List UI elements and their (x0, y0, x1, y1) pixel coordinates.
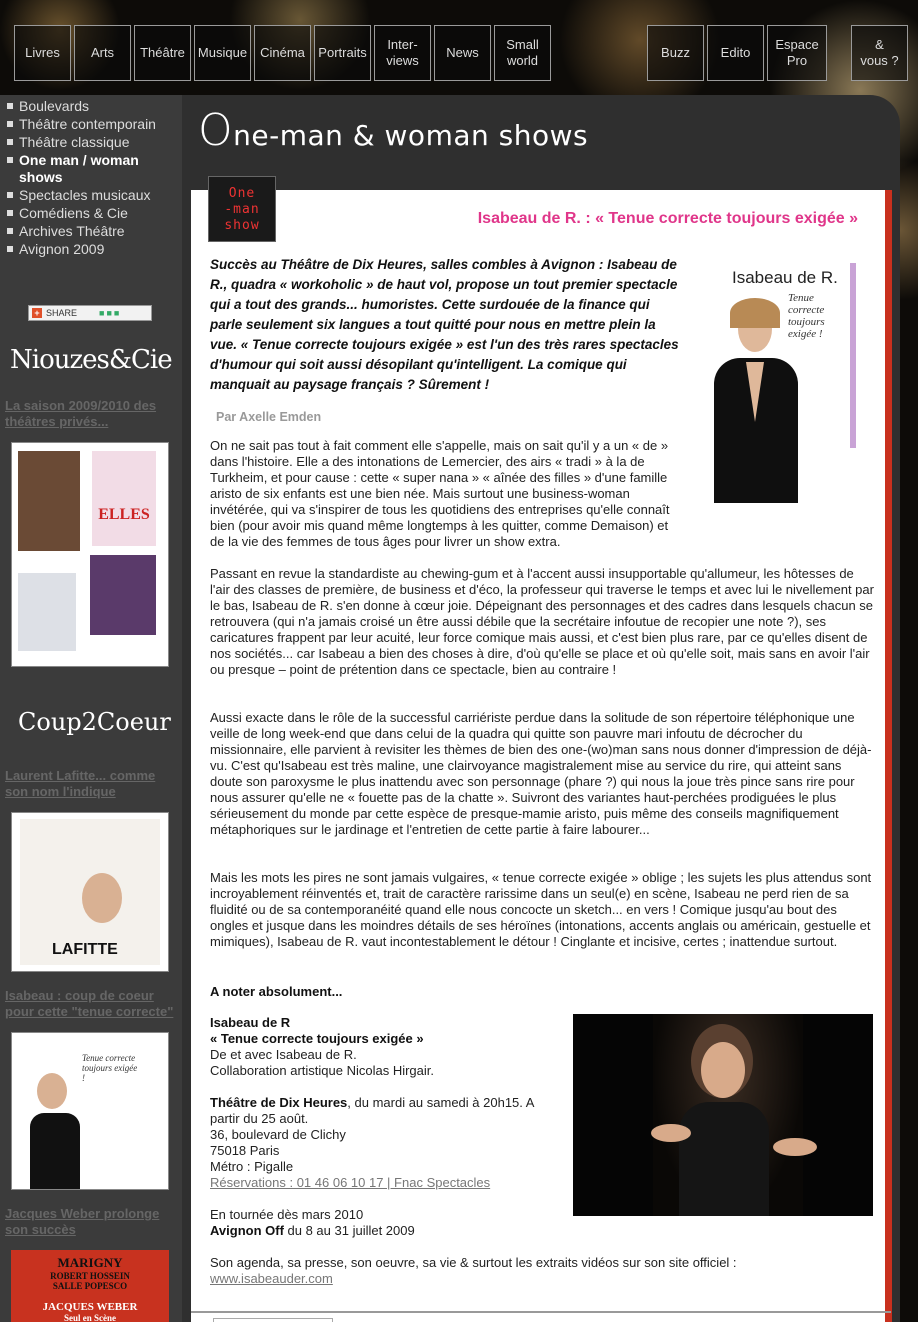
info-address: 36, boulevard de Clichy (210, 1127, 346, 1142)
info-tour: En tournée dès mars 2010 (210, 1207, 364, 1222)
nav-small-world[interactable]: Small world (494, 25, 551, 81)
performance-photo (573, 1014, 873, 1216)
article-paragraph-4: Mais les mots les pires ne sont jamais vulgaires, « tenue correcte exigée » oblige ; les sujets les plus attendus sont incroyablement réinventés et, trait de caractère rarissime dans un seul(e) en scène, Isabeau ne perd rien de sa fluidité ou de sa contemporanéité quand elle nous concocte un sketch... en vers ! Comique jusqu'au bout des ongles et jusque dans les moindres détails de ses héroïnes (intonations, accents anglais ou américain, gestuelle et mimiques), Isabeau de R. vaut incontestablement le détour ! Cinglante et incisive, certes ; inattendue surtout. (210, 870, 872, 949)
bullet-icon (7, 246, 13, 252)
info-agenda: Son agenda, sa presse, son oeuvre, sa vie & surtout les extraits vidéos sur son site officiel : (210, 1255, 737, 1270)
poster-subtitle: Tenue correcte toujours exigée ! (788, 292, 825, 340)
sidebar-item-spectacles-musicaux[interactable]: Spectacles musicaux (7, 187, 177, 204)
nav-et-vous[interactable]: & vous ? (851, 25, 908, 81)
poster-image (90, 555, 156, 635)
social-icons: ■■■ (99, 308, 122, 318)
info-collab: Collaboration artistique Nicolas Hirgair. (210, 1063, 434, 1078)
hand-image (651, 1124, 691, 1142)
bullet-icon (7, 157, 13, 163)
sidebar-item-one-man-shows[interactable]: One man / woman shows (7, 152, 177, 186)
page-title: One-man & woman shows (198, 105, 589, 156)
info-avignon-dates: du 8 au 31 juillet 2009 (283, 1223, 415, 1238)
show-poster (700, 258, 860, 503)
sidebar-item-avignon[interactable]: Avignon 2009 (7, 241, 177, 258)
nav-interviews[interactable]: Inter- views (374, 25, 431, 81)
lafitte-poster-title: LAFITTE (52, 941, 118, 958)
hand-image (773, 1138, 817, 1156)
nav-livres[interactable]: Livres (14, 25, 71, 81)
thumb-isabeau[interactable] (11, 1032, 169, 1190)
article-title: Isabeau de R. : « Tenue correcte toujours exigée » (477, 210, 858, 227)
sidebar-item-comediens[interactable]: Comédiens & Cie (7, 205, 177, 222)
reservations-link[interactable]: Réservations : 01 46 06 10 17 | Fnac Spectacles (210, 1175, 491, 1190)
sidebar-link-isabeau[interactable]: Isabeau : coup de coeur pour cette "tenue correcte" (5, 988, 174, 1019)
info-with: De et avec Isabeau de R. (210, 1047, 357, 1062)
bullet-icon (7, 192, 13, 198)
dress-image (30, 1113, 80, 1189)
elles-poster: ELLES (92, 451, 156, 546)
nav-buzz[interactable]: Buzz (647, 25, 704, 81)
article-paragraph-2: Passant en revue la standardiste au chewing-gum et à l'accent aussi insupportable qu'allumeur, les hôtesses de l'air des classes de première, de business et d'éco, la professeur qui traverse le temps et avec lui le nivellement par le bas, Isabeau de R. s'en donne à cœur joie. Dépeignant des personnages et des cadres dans lesquels chacun se retrouvera (qui n'a jamais croisé un être aussi débile que la secrétaire infoutue de recopier une note ?), ses caricatures frappent par leur acuité, leur force comique mais aussi, et c'est bien plus rare, par ce qu'elles disent de nos sociétés... car Isabeau a bien des choses à dire, d'où qu'elle se place et où qu'elle soit, mais sans en avoir l'air ou presque – point de prétention dans ce spectacle, bien au contraire ! (210, 566, 874, 677)
show-info (210, 1015, 737, 1287)
website-link[interactable]: www.isabeauder.com (210, 1271, 333, 1286)
info-avignon: Avignon Off (210, 1223, 284, 1238)
footer-divider (191, 1311, 891, 1313)
sidebar-menu (7, 98, 177, 259)
hair-image (730, 298, 780, 328)
nav-edito[interactable]: Edito (707, 25, 764, 81)
sidebar-link-weber[interactable]: Jacques Weber prolonge son succès (5, 1206, 160, 1237)
coup2coeur-logo[interactable]: Coup2Coeur (18, 708, 171, 736)
face-image (37, 1073, 67, 1109)
share-button[interactable]: + SHARE ■■■ (28, 305, 152, 321)
note-heading: A noter absolument... (210, 984, 343, 999)
sidebar-item-archives[interactable]: Archives Théâtre (7, 223, 177, 240)
bullet-icon (7, 210, 13, 216)
nav-theatre[interactable]: Théâtre (134, 25, 191, 81)
poster-stripe (850, 263, 856, 448)
info-theatre: Théâtre de Dix Heures (210, 1095, 348, 1110)
face-image (82, 873, 122, 923)
article-byline: Par Axelle Emden (216, 410, 322, 424)
thumb-lafitte[interactable] (11, 812, 169, 972)
sidebar-item-boulevards[interactable]: Boulevards (7, 98, 177, 115)
nav-arts[interactable]: Arts (74, 25, 131, 81)
dress-image (679, 1102, 769, 1216)
bullet-icon (7, 121, 13, 127)
footer-tab (213, 1318, 333, 1322)
thumb-isabeau-title: Tenue correcte toujours exigée ! (82, 1053, 138, 1083)
face-image (701, 1042, 745, 1098)
bullet-icon (7, 139, 13, 145)
poster-name: Isabeau de R. (732, 268, 838, 287)
bullet-icon (7, 228, 13, 234)
article-intro: Succès au Théâtre de Dix Heures, salles combles à Avignon : Isabeau de R., quadra « workoholic » de haut vol, propose un tout premier spectacle qui a tout des grands... humoristes. Cette surdouée de la finance qui parle seulement six langues a tout quitté pour nous en mettre plein la vue. « Tenue correcte toujours exigée » est l'un des très rares spectacles d'humour qui soit aussi désopilant qu'intelligent. La comique qui manquait au paysage français ? Sûrement ! (210, 257, 679, 392)
nav-cinema[interactable]: Cinéma (254, 25, 311, 81)
portrait-image (18, 451, 80, 551)
info-metro: Métro : Pigalle (210, 1159, 294, 1174)
thumb-marigny[interactable]: MARIGNY ROBERT HOSSEIN SALLE POPESCO JACQUES WEBER Seul en Scène (11, 1250, 169, 1322)
info-city: 75018 Paris (210, 1143, 280, 1158)
nav-portraits[interactable]: Portraits (314, 25, 371, 81)
sidebar-item-theatre-classique[interactable]: Théâtre classique (7, 134, 177, 151)
article-paragraph-1a: On ne sait pas tout à fait comment elle s'appelle, mais on sait qu'il y a un « de » dans l'histoire. Elle a des intonations de Lemercier, des airs « tradi » à la de Turkheim, et pour cause : cette « super nana » « aînée des filles » d'une famille aristo de six enfants est une bien née. Mais surtout une business-woman invétérée, qui va s'inspirer de tous les quotidiens des entreprises qu'elle connaît bien (pour avoir mis quand même longtemps à les quitter, comme Demaison) et de la vie des femmes de tous âges pour livrer un show extra. (210, 438, 670, 549)
red-border (885, 190, 892, 1322)
poster-image (18, 573, 76, 651)
info-dates: , du mardi au samedi à 20h15. A partir du 25 août. (210, 1095, 534, 1126)
bullet-icon (7, 103, 13, 109)
nav-espace-pro[interactable]: Espace Pro (767, 25, 827, 81)
nav-news[interactable]: News (434, 25, 491, 81)
sidebar-item-theatre-contemporain[interactable]: Théâtre contemporain (7, 116, 177, 133)
niouzes-logo[interactable]: Niouzes&Cie (10, 345, 172, 375)
plus-icon: + (32, 308, 42, 318)
nav-musique[interactable]: Musique (194, 25, 251, 81)
article-paragraph-3: Aussi exacte dans le rôle de la successful carriériste perdue dans la solitude de son répertoire téléphonique une veille de long week-end que dans celui de la quadra qui quitte son pauvre mari infoutu de décrocher du missionnaire, elle parvient à revisiter les thèmes de bien des one-(wo)man sans nous donner d'impression de déjà-vu. C'est qu'Isabeau est très maline, une clairvoyance magistralement mise au service du rire, qui atteint sans doute son paroxysme le plus inattendu avec son personnage (phare ?) qui nous la joue très pince sans rire pour nous assurer qu'elle ne « fouette pas de la chatte ». Suivront des variantes haut-perchées prodiguées le plus sérieusement du monde par cette espèce de presque-mamie aristo, puis même des conseils magnifiquement métaphoriques sur le jardinage et l'entretien de cette partie à faire labourer... (210, 710, 872, 837)
sidebar-link-lafitte[interactable]: Laurent Lafitte... comme son nom l'indique (5, 768, 156, 799)
info-name: Isabeau de R (210, 1015, 291, 1030)
thumb-elles[interactable] (11, 442, 169, 667)
sidebar-link-saison[interactable]: La saison 2009/2010 des théâtres privés... (5, 398, 157, 429)
one-man-show-badge: One -man show (208, 176, 276, 242)
info-show-title: « Tenue correcte toujours exigée » (210, 1031, 424, 1046)
